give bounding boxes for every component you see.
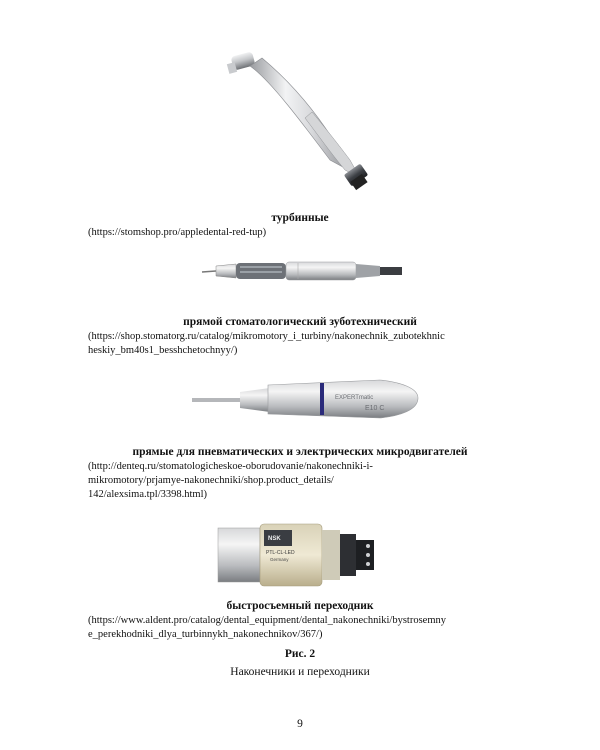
url-straight-motor-line-1[interactable]: (http://denteq.ru/stomatologicheskoe-oborudovanie/nakonechniki-i- xyxy=(88,461,373,472)
caption-turbine: турбинные xyxy=(271,212,329,224)
url-straight-motor-line-2[interactable]: mikromotory/prjamye-nakonechniki/shop.product_details/ xyxy=(88,475,334,486)
engraving-model: PTL-CL-LED xyxy=(266,550,295,556)
page-number: 9 xyxy=(297,718,303,730)
caption-straight-lab: прямой стоматологический зуботехнический xyxy=(183,316,417,328)
turbine-head xyxy=(227,51,256,73)
url-straight-motor-line-3[interactable]: 142/alexsima.tpl/3398.html) xyxy=(88,489,207,500)
url-straight-lab-line-2[interactable]: heskiy_bm40s1_besshchetochnyy/) xyxy=(88,345,238,356)
figure-caption: Наконечники и переходники xyxy=(230,666,370,678)
quick-coupler-image xyxy=(218,524,374,586)
engraving-nsk: NSK xyxy=(268,536,281,542)
straight-lab-handpiece xyxy=(202,262,402,280)
caption-quick-coupler: быстросъемный переходник xyxy=(226,600,374,612)
url-straight-lab-line-1[interactable]: (https://shop.stomatorg.ru/catalog/mikromotory_i_turbiny/nakonechnik_zubotekhnic xyxy=(88,331,445,342)
url-turbine[interactable]: (https://stomshop.pro/appledental-red-tup) xyxy=(88,227,267,238)
straight-handpiece-image xyxy=(192,380,418,418)
url-quick-coupler-line-1[interactable]: (https://www.aldent.pro/catalog/dental_equipment/dental_nakonechniki/bystrosemny xyxy=(88,615,446,626)
figure-label: Рис. 2 xyxy=(284,648,316,660)
url-quick-coupler-line-2[interactable]: e_perekhodniki_dlya_turbinnykh_nakonechnikov/367/) xyxy=(88,629,323,640)
engraving-brand: EXPERTmatic xyxy=(335,395,374,401)
engraving-model: E10 C xyxy=(365,405,385,412)
caption-straight-motor: прямые для пневматических и электрических микродвигателей xyxy=(132,446,468,458)
engraving-origin: Germany xyxy=(270,557,289,562)
